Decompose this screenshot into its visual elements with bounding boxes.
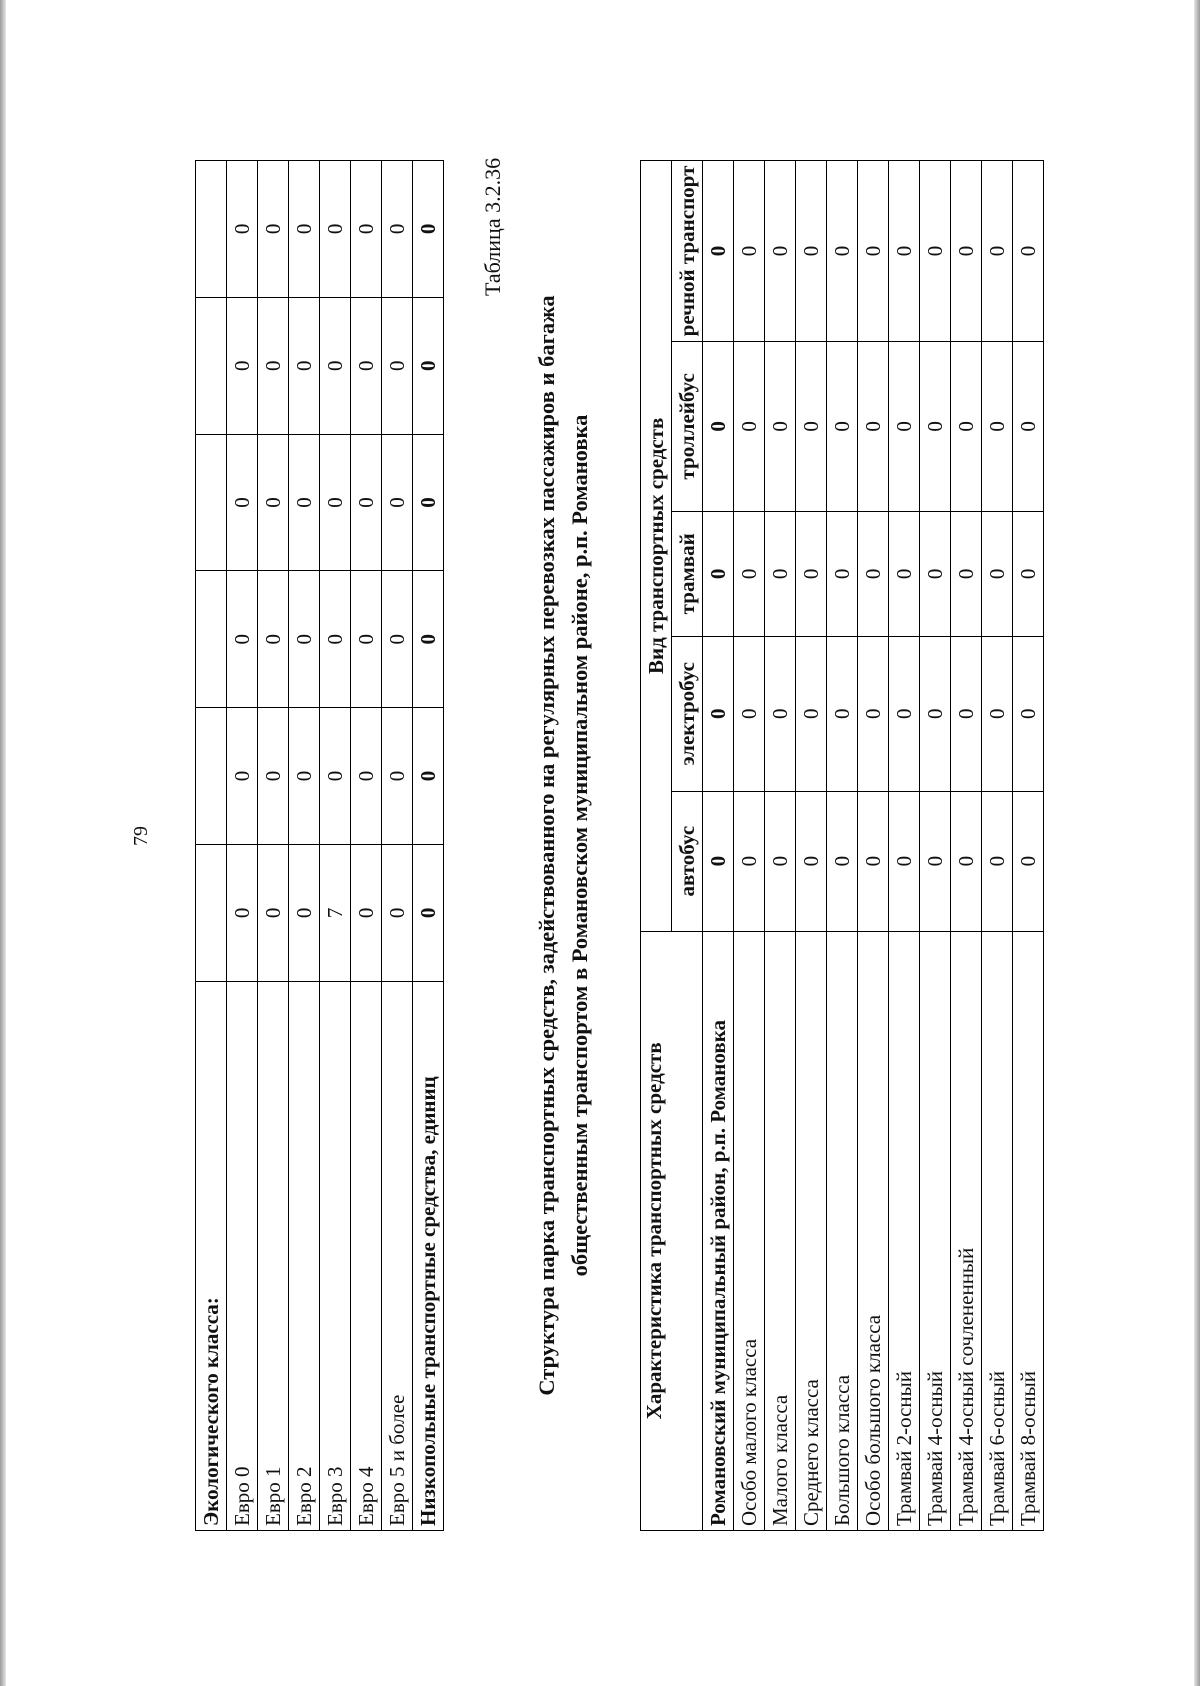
row-label: Евро 0 [227, 981, 258, 1530]
table-cell: 0 [1013, 161, 1044, 342]
table-row [827, 161, 858, 1531]
table-cell: 0 [982, 791, 1013, 931]
table-cell [196, 434, 227, 571]
table-cell: 0 [889, 341, 920, 511]
column-header: речной транспорт [672, 161, 703, 342]
table-cell: 0 [258, 708, 289, 845]
table-title-line-1: Структура парка транспортных средств, задействованного на регулярных перевозках пассажиров и багажа [534, 295, 559, 1396]
table-cell: 0 [227, 434, 258, 571]
table-cell: 0 [382, 161, 413, 298]
column-header: трамвай [672, 511, 703, 636]
column-header: электробус [672, 636, 703, 791]
row-label: Трамвай 6-осный [982, 931, 1013, 1530]
table-cell: 0 [734, 511, 765, 636]
table-cell: 0 [889, 511, 920, 636]
table-cell: 0 [320, 297, 351, 434]
table-cell: 0 [382, 844, 413, 981]
table-cell: 0 [982, 511, 1013, 636]
table-cell: 0 [703, 636, 734, 791]
table-cell: 0 [920, 341, 951, 511]
table-cell: 0 [227, 297, 258, 434]
table-cell: 0 [258, 571, 289, 708]
table-cell: 0 [765, 636, 796, 791]
row-label: Евро 5 и более [382, 981, 413, 1530]
row-label: Евро 3 [320, 981, 351, 1530]
eco-class-header: Экологического класса: [196, 981, 227, 1530]
table-cell: 0 [889, 636, 920, 791]
fleet-structure-table [640, 160, 1044, 1531]
row-label: Низкопольные транспортные средства, единиц [413, 981, 444, 1530]
table-row [351, 161, 382, 1531]
table-row [382, 161, 413, 1531]
table-cell: 0 [258, 844, 289, 981]
table-cell: 0 [703, 791, 734, 931]
table-cell: 0 [1013, 636, 1044, 791]
table-title [530, 160, 596, 1531]
table-row [289, 161, 320, 1531]
column-header: автобус [672, 791, 703, 931]
table-row [196, 161, 227, 1531]
row-label: Трамвай 2-осный [889, 931, 920, 1530]
row-label: Евро 1 [258, 981, 289, 1530]
row-label: Особо большого класса [858, 931, 889, 1530]
table-cell: 0 [889, 161, 920, 342]
table-row [765, 161, 796, 1531]
table-cell: 0 [734, 341, 765, 511]
table-cell [196, 161, 227, 298]
table-cell: 0 [982, 341, 1013, 511]
table-cell: 0 [889, 791, 920, 931]
table-cell: 0 [289, 297, 320, 434]
table-cell: 0 [951, 341, 982, 511]
table-cell: 0 [382, 297, 413, 434]
table-cell: 0 [765, 161, 796, 342]
table-row [889, 161, 920, 1531]
column-group-header-vehicle-type: Вид транспортных средств [641, 161, 672, 932]
table-cell: 0 [227, 708, 258, 845]
table-cell: 0 [289, 434, 320, 571]
table-cell [196, 708, 227, 845]
table-cell: 0 [289, 161, 320, 298]
table-cell: 0 [227, 571, 258, 708]
table-cell: 0 [796, 341, 827, 511]
row-label: Евро 2 [289, 981, 320, 1530]
table-row [1013, 161, 1044, 1531]
fleet-table-body [703, 161, 1044, 1531]
row-label: Особо малого класса [734, 931, 765, 1530]
table-row [982, 161, 1013, 1531]
table-cell: 0 [320, 708, 351, 845]
table-cell: 0 [289, 844, 320, 981]
page-number: 79 [130, 826, 152, 846]
table-cell: 0 [703, 161, 734, 342]
table-cell: 0 [858, 511, 889, 636]
table-cell: 0 [765, 511, 796, 636]
table-header-row [641, 161, 672, 1531]
table-cell: 0 [827, 511, 858, 636]
fleet-table-head [641, 161, 703, 1531]
table-cell: 0 [289, 571, 320, 708]
table-cell: 0 [827, 636, 858, 791]
table-row [320, 161, 351, 1531]
row-label: Трамвай 8-осный [1013, 931, 1044, 1530]
table-cell: 0 [320, 571, 351, 708]
table-cell: 0 [858, 636, 889, 791]
table-cell: 0 [351, 844, 382, 981]
row-label: Среднего класса [796, 931, 827, 1530]
table-cell: 0 [982, 161, 1013, 342]
table-cell: 0 [258, 161, 289, 298]
eco-class-table-body [196, 161, 444, 1531]
table-cell [196, 844, 227, 981]
table-row [920, 161, 951, 1531]
table-number: Таблица 3.2.36 [480, 157, 505, 296]
table-cell: 0 [227, 844, 258, 981]
table-cell: 0 [827, 791, 858, 931]
table-cell: 0 [951, 161, 982, 342]
table-cell: 0 [382, 708, 413, 845]
table-cell: 0 [858, 791, 889, 931]
column-header: троллейбус [672, 341, 703, 511]
table-title-line-2: общественным транспортом в Романовском муниципальном районе, р.п. Романовка [567, 414, 592, 1277]
table-cell: 0 [227, 161, 258, 298]
table-cell: 0 [920, 161, 951, 342]
row-label: Большого класса [827, 931, 858, 1530]
table-row [703, 161, 734, 1531]
table-cell: 0 [765, 791, 796, 931]
table-cell: 0 [258, 434, 289, 571]
table-cell: 0 [413, 844, 444, 981]
row-label: Евро 4 [351, 981, 382, 1530]
table-cell: 0 [351, 708, 382, 845]
table-cell: 0 [858, 161, 889, 342]
table-cell: 0 [858, 341, 889, 511]
row-label: Трамвай 4-осный [920, 931, 951, 1530]
table-cell: 0 [351, 161, 382, 298]
table-cell: 0 [351, 434, 382, 571]
row-label: Романовский муниципальный район, р.п. Романовка [703, 931, 734, 1530]
table-cell: 0 [827, 161, 858, 342]
table-row [227, 161, 258, 1531]
table-cell: 0 [920, 791, 951, 931]
table-cell: 0 [951, 511, 982, 636]
table-cell: 0 [413, 434, 444, 571]
table-cell: 0 [827, 341, 858, 511]
table-cell: 0 [1013, 791, 1044, 931]
table-cell: 0 [765, 341, 796, 511]
table-cell: 0 [413, 297, 444, 434]
table-cell: 0 [703, 341, 734, 511]
table-cell: 0 [413, 571, 444, 708]
table-cell: 0 [796, 791, 827, 931]
table-cell: 0 [734, 636, 765, 791]
table-cell: 0 [920, 636, 951, 791]
row-label: Трамвай 4-осный сочлененный [951, 931, 982, 1530]
table-cell: 0 [703, 511, 734, 636]
table-cell: 0 [734, 161, 765, 342]
table-cell: 0 [734, 791, 765, 931]
table-cell: 0 [796, 161, 827, 342]
table-cell: 0 [951, 791, 982, 931]
table-cell: 0 [796, 511, 827, 636]
table-row [796, 161, 827, 1531]
table-cell: 0 [320, 161, 351, 298]
table-cell: 0 [413, 708, 444, 845]
table-row [951, 161, 982, 1531]
table-cell: 0 [382, 434, 413, 571]
table-row [734, 161, 765, 1531]
table-cell [196, 571, 227, 708]
table-cell: 0 [320, 434, 351, 571]
table-cell: 0 [951, 636, 982, 791]
table-cell: 0 [1013, 341, 1044, 511]
table-row [258, 161, 289, 1531]
table-cell: 0 [351, 297, 382, 434]
table-row [858, 161, 889, 1531]
table-cell: 0 [289, 708, 320, 845]
table-cell [196, 297, 227, 434]
eco-class-table [195, 160, 444, 1531]
table-cell: 0 [920, 511, 951, 636]
table-cell: 0 [982, 636, 1013, 791]
table-cell: 0 [258, 297, 289, 434]
table-cell: 0 [796, 636, 827, 791]
table-cell: 0 [351, 571, 382, 708]
table-cell: 0 [1013, 511, 1044, 636]
table-cell: 0 [382, 571, 413, 708]
table-row [413, 161, 444, 1531]
table-cell: 0 [413, 161, 444, 298]
table-cell: 7 [320, 844, 351, 981]
column-header-characteristics: Характеристика транспортных средств [641, 931, 703, 1530]
row-label: Малого класса [765, 931, 796, 1530]
